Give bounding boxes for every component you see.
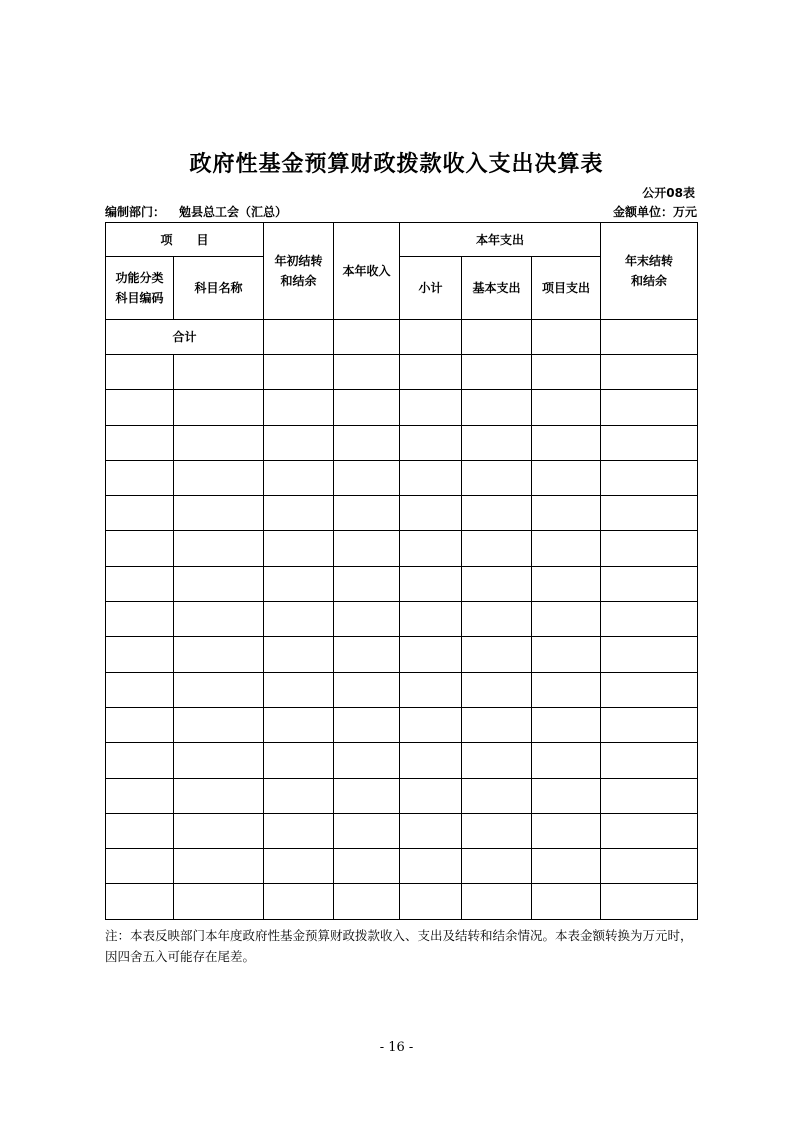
total-row — [106, 320, 698, 355]
table-cell — [462, 496, 532, 531]
table-cell — [106, 390, 174, 425]
table-cell — [106, 496, 174, 531]
header-begin-balance — [264, 223, 334, 320]
header-project: 项目支出 — [532, 257, 601, 320]
table-cell — [264, 884, 334, 919]
table-cell — [400, 813, 462, 848]
table-cell — [334, 355, 400, 390]
table-cell — [400, 566, 462, 601]
table-cell — [106, 672, 174, 707]
table-row — [106, 778, 698, 813]
table-cell — [601, 355, 698, 390]
table-cell — [264, 813, 334, 848]
header-end-balance-line1: 年末结转 — [625, 254, 674, 268]
header-func-code — [106, 257, 174, 320]
header-item: 项 目 — [106, 223, 264, 257]
table-cell — [462, 602, 532, 637]
table-cell — [601, 884, 698, 919]
table-cell — [532, 849, 601, 884]
table-cell — [264, 849, 334, 884]
table-cell — [532, 355, 601, 390]
table-cell — [106, 425, 174, 460]
table-cell — [400, 531, 462, 566]
table-row — [106, 531, 698, 566]
header-basic: 基本支出 — [462, 257, 532, 320]
table-cell — [462, 531, 532, 566]
table-cell — [106, 602, 174, 637]
table-cell — [601, 531, 698, 566]
table-cell — [601, 778, 698, 813]
table-cell — [174, 849, 264, 884]
total-cell — [334, 320, 400, 355]
table-cell — [106, 778, 174, 813]
total-label: 合计 — [106, 320, 264, 355]
total-cell — [264, 320, 334, 355]
table-cell — [264, 566, 334, 601]
table-row — [106, 355, 698, 390]
table-cell — [264, 390, 334, 425]
table-cell — [532, 884, 601, 919]
table-cell — [532, 778, 601, 813]
table-cell — [400, 390, 462, 425]
table-cell — [334, 849, 400, 884]
dept-name: 勉县总工会（汇总） — [179, 205, 288, 219]
table-cell — [334, 566, 400, 601]
header-expense: 本年支出 — [400, 223, 601, 257]
table-cell — [400, 637, 462, 672]
table-cell — [601, 637, 698, 672]
table-cell — [174, 390, 264, 425]
table-cell — [264, 743, 334, 778]
table-cell — [601, 813, 698, 848]
total-cell — [462, 320, 532, 355]
table-cell — [174, 496, 264, 531]
table-cell — [532, 531, 601, 566]
dept-info — [105, 203, 287, 220]
table-cell — [174, 425, 264, 460]
header-income: 本年收入 — [334, 223, 400, 320]
table-cell — [334, 778, 400, 813]
table-cell — [400, 496, 462, 531]
table-cell — [462, 460, 532, 495]
table-cell — [601, 602, 698, 637]
header-begin-balance-line1: 年初结转 — [274, 254, 323, 268]
table-cell — [601, 743, 698, 778]
table-cell — [400, 460, 462, 495]
table-cell — [532, 672, 601, 707]
table-cell — [174, 637, 264, 672]
empty-rows — [106, 355, 698, 920]
table-cell — [106, 566, 174, 601]
table-cell — [400, 743, 462, 778]
table-cell — [532, 390, 601, 425]
header-subject-name: 科目名称 — [174, 257, 264, 320]
table-cell — [601, 496, 698, 531]
table-cell — [106, 884, 174, 919]
table-cell — [264, 637, 334, 672]
table-cell — [532, 743, 601, 778]
table-cell — [462, 813, 532, 848]
table-title: 政府性基金预算财政拨款收入支出决算表 — [189, 152, 604, 177]
table-cell — [174, 707, 264, 742]
table-cell — [532, 637, 601, 672]
table-cell — [106, 743, 174, 778]
table-cell — [106, 531, 174, 566]
table-cell — [601, 425, 698, 460]
table-cell — [174, 566, 264, 601]
table-cell — [532, 602, 601, 637]
table-row — [106, 425, 698, 460]
header-subtotal: 小计 — [400, 257, 462, 320]
table-cell — [400, 425, 462, 460]
header-func-code-line1: 功能分类 — [115, 271, 164, 285]
table-row — [106, 813, 698, 848]
table-cell — [174, 672, 264, 707]
table-cell — [334, 743, 400, 778]
table-cell — [334, 813, 400, 848]
table-cell — [174, 460, 264, 495]
table-cell — [106, 637, 174, 672]
table-cell — [532, 707, 601, 742]
table-cell — [174, 355, 264, 390]
table-cell — [174, 531, 264, 566]
form-number: 公开08表 — [642, 186, 695, 200]
table-cell — [462, 707, 532, 742]
total-cell — [532, 320, 601, 355]
table-cell — [462, 884, 532, 919]
table-cell — [174, 743, 264, 778]
table-cell — [264, 778, 334, 813]
table-cell — [264, 707, 334, 742]
table-cell — [334, 602, 400, 637]
header-end-balance-line2: 和结余 — [631, 274, 668, 288]
table-cell — [601, 849, 698, 884]
table-cell — [462, 672, 532, 707]
table-note: 注：本表反映部门本年度政府性基金预算财政拨款收入、支出及结转和结余情况。本表金额转换为万元时，因四舍五入可能存在尾差。 — [105, 928, 693, 964]
table-cell — [264, 355, 334, 390]
table-cell — [400, 884, 462, 919]
table-cell — [264, 602, 334, 637]
table-cell — [400, 778, 462, 813]
unit-label: 金额单位：万元 — [612, 205, 697, 219]
table-row — [106, 496, 698, 531]
table-row — [106, 707, 698, 742]
table-cell — [400, 602, 462, 637]
table-cell — [462, 566, 532, 601]
table-row — [106, 884, 698, 919]
table-cell — [334, 390, 400, 425]
table-cell — [462, 355, 532, 390]
table-cell — [106, 355, 174, 390]
table-cell — [334, 425, 400, 460]
table-cell — [400, 355, 462, 390]
header-end-balance — [601, 223, 698, 320]
table-cell — [601, 672, 698, 707]
table-cell — [532, 425, 601, 460]
table-cell — [174, 602, 264, 637]
table-cell — [334, 460, 400, 495]
meta-line — [105, 203, 697, 221]
table-row — [106, 566, 698, 601]
table-cell — [532, 496, 601, 531]
table-cell — [462, 778, 532, 813]
table-cell — [106, 813, 174, 848]
table-cell — [532, 460, 601, 495]
table-row — [106, 460, 698, 495]
table-cell — [264, 425, 334, 460]
table-row — [106, 672, 698, 707]
table-cell — [174, 813, 264, 848]
table-cell — [264, 496, 334, 531]
table-cell — [264, 460, 334, 495]
table-cell — [462, 390, 532, 425]
table-cell — [334, 637, 400, 672]
header-func-code-line2: 科目编码 — [115, 291, 164, 305]
table-cell — [106, 707, 174, 742]
table-cell — [106, 849, 174, 884]
table-cell — [334, 496, 400, 531]
table-cell — [400, 707, 462, 742]
total-cell — [400, 320, 462, 355]
table-row — [106, 743, 698, 778]
table-row — [106, 637, 698, 672]
table-cell — [334, 531, 400, 566]
dept-label: 编制部门： — [105, 205, 166, 219]
table-cell — [106, 460, 174, 495]
table-cell — [264, 672, 334, 707]
table-cell — [532, 813, 601, 848]
table-cell — [462, 637, 532, 672]
page-number: - 16 - — [379, 1040, 414, 1055]
table-cell — [532, 566, 601, 601]
header-begin-balance-line2: 和结余 — [280, 274, 317, 288]
total-cell — [601, 320, 698, 355]
table-row — [106, 390, 698, 425]
table-cell — [601, 707, 698, 742]
table-row — [106, 849, 698, 884]
table-cell — [601, 460, 698, 495]
table-cell — [462, 849, 532, 884]
table-row — [106, 602, 698, 637]
budget-table — [105, 222, 698, 920]
table-cell — [601, 566, 698, 601]
table-cell — [334, 884, 400, 919]
table-cell — [334, 672, 400, 707]
table-cell — [462, 425, 532, 460]
table-cell — [174, 778, 264, 813]
table-cell — [174, 884, 264, 919]
table-cell — [264, 531, 334, 566]
table-cell — [400, 849, 462, 884]
table-cell — [601, 390, 698, 425]
table-cell — [334, 707, 400, 742]
table-cell — [400, 672, 462, 707]
table-cell — [462, 743, 532, 778]
